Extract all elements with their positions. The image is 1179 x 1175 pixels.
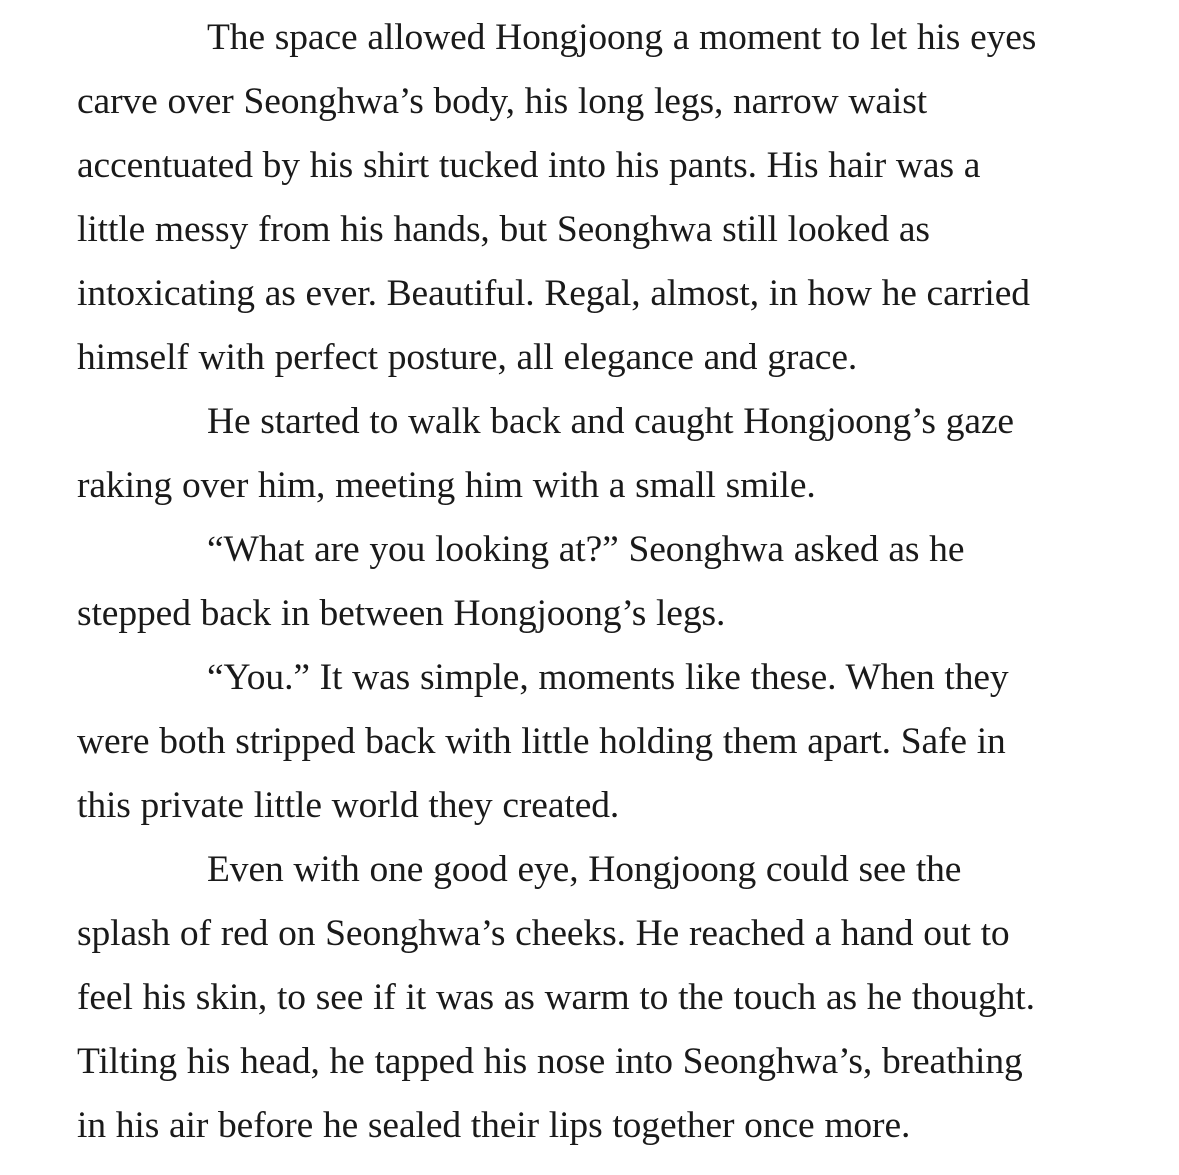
text-line: were both stripped back with little holding them apart. Safe in (77, 721, 1006, 762)
text-line: Even with one good eye, Hongjoong could see the (207, 849, 962, 890)
text-line: He started to walk back and caught Hongjoong’s gaze (207, 401, 1014, 442)
text-line: this private little world they created. (77, 785, 620, 826)
text-line: in his air before he sealed their lips together once more. (77, 1105, 911, 1146)
text-line: himself with perfect posture, all elegance and grace. (77, 337, 858, 378)
text-line: The space allowed Hongjoong a moment to let his eyes (207, 17, 1037, 58)
text-line: carve over Seonghwa’s body, his long legs, narrow waist (77, 81, 928, 122)
text-line: splash of red on Seonghwa’s cheeks. He reached a hand out to (77, 913, 1010, 954)
text-line: little messy from his hands, but Seonghwa still looked as (77, 209, 930, 250)
text-line: feel his skin, to see if it was as warm to the touch as he thought. (77, 977, 1035, 1018)
text-line: stepped back in between Hongjoong’s legs. (77, 593, 726, 634)
text-line: “What are you looking at?” Seonghwa asked as he (207, 529, 965, 570)
text-line: “You.” It was simple, moments like these. When they (207, 657, 1009, 698)
text-line: accentuated by his shirt tucked into his pants. His hair was a (77, 145, 981, 186)
text-line: intoxicating as ever. Beautiful. Regal, almost, in how he carried (77, 273, 1030, 314)
text-line: Tilting his head, he tapped his nose into Seonghwa’s, breathing (77, 1041, 1023, 1082)
text-line: raking over him, meeting him with a small smile. (77, 465, 816, 506)
